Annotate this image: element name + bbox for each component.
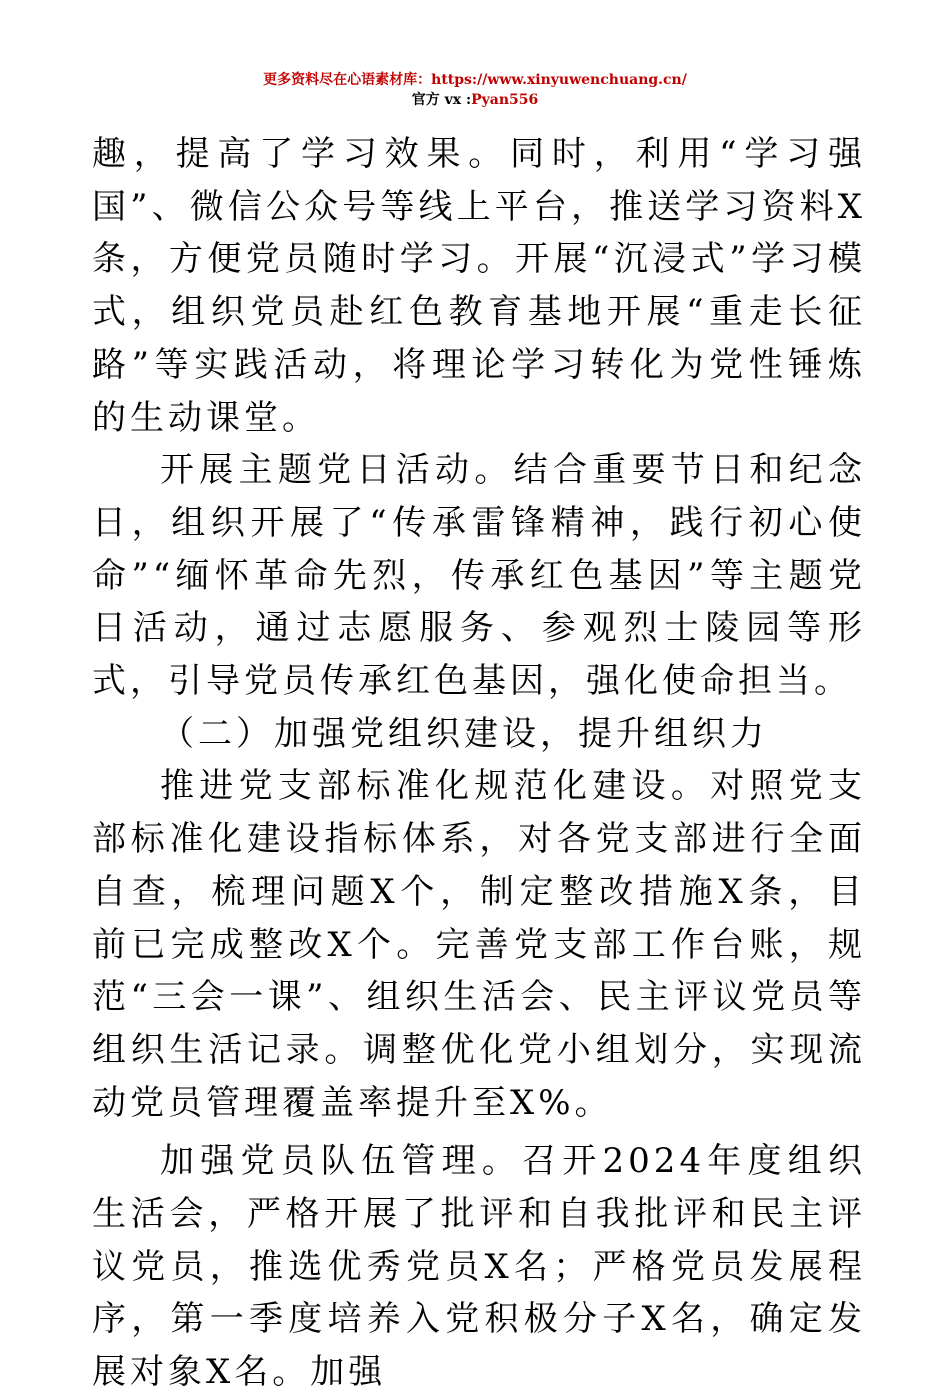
paragraph-branch-standardization: 推进党支部标准化规范化建设。对照党支部标准化建设指标体系，对各党支部进行全面自查，梳理问题X个，制定整改措施X条，目前已完成整改X个。完善党支部工作台账，规范“三会一课”、组织生活会、民主评议党员等组织生活记录。调整优化党小组划分，实现流动党员管理覆盖率提升至X%。 <box>92 766 866 1123</box>
header-contact-line <box>0 90 950 110</box>
header-contact-label: 官方 vx : <box>411 92 472 108</box>
paragraph-continuation: 趣，提高了学习效果。同时，利用“学习强国”、微信公众号等线上平台，推送学习资料X条，方便党员随时学习。开展“沉浸式”学习模式，组织党员赴红色教育基地开展“重走长征路”等实践活动，将理论学习转化为党性锤炼的生动课堂。 <box>92 134 866 438</box>
header-source-url[interactable]: https://www.xinyuwenchuang.cn/ <box>431 72 687 88</box>
header-contact-id: Pyan556 <box>471 92 539 108</box>
section-heading: （二）加强党组织建设，提升组织力 <box>160 713 768 754</box>
document-body <box>92 128 866 1399</box>
header-source-line <box>0 70 950 90</box>
page-header <box>0 70 950 110</box>
header-source-label: 更多资料尽在心语素材库： <box>263 72 432 88</box>
paragraph-theme-party-day: 开展主题党日活动。结合重要节日和纪念日，组织开展了“传承雷锋精神，践行初心使命”“缅怀革命先烈，传承红色基因”等主题党日活动，通过志愿服务、参观烈士陵园等形式，引导党员传承红色基因，强化使命担当。 <box>92 450 866 702</box>
paragraph-member-management: 加强党员队伍管理。召开2024年度组织生活会，严格开展了批评和自我批评和民主评议党员，推选优秀党员X名；严格党员发展程序，第一季度培养入党积极分子X名，确定发展对象X名。加强 <box>92 1141 866 1393</box>
